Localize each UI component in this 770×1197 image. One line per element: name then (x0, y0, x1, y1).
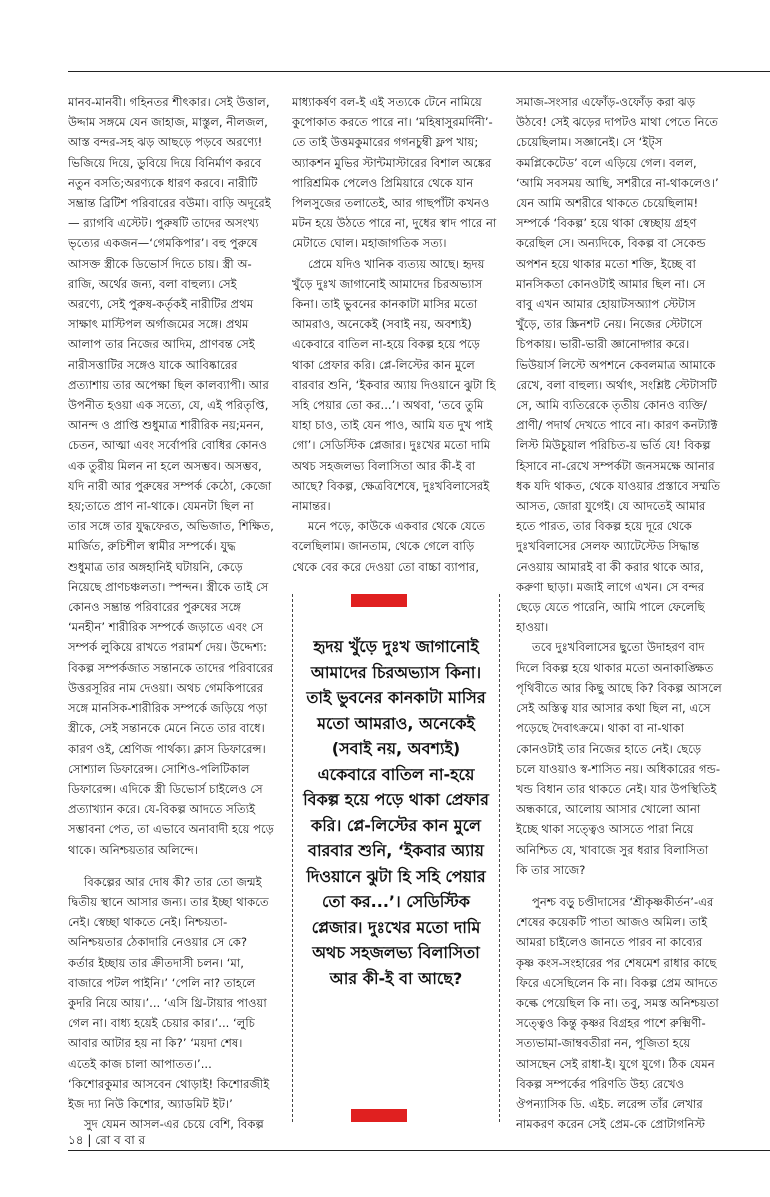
page-footer (68, 1132, 145, 1152)
paragraph: মাধ্যাকর্ষণ বল-ই এই সত্যকে টেনে নামিয়ে কুপোকাত করতে পারে না। ‘মহিষাসুরমর্দিনী’-তে তাই উত্তমকুমারের গগনচুম্বী ফ্লপ খায়; অ্যাকশন মুভির স্টান্টমাস্টারের বিশাল অঙ্কের পারিশ্রমিক পেলেও প্রিমিয়ারে থেকে যান পিলসুজের তলাতেই, আর গাছপাঁটা কখনও মটন হয়ে উঠতে পারে না, দুধের স্বাদ পারে না মেটাতে ঘোল। মহাজাগতিক সত্য। (292, 95, 497, 251)
publication-name: রো ব বা র (95, 1133, 146, 1147)
article-column-1 (68, 92, 274, 1132)
paragraph: সমাজ-সংসার এফোঁড়-ওফোঁড় করা ঝড় উঠবে! সেই ঝড়ের দাপটও মাথা পেতে নিতে চেয়েছিলাম। সজ্ঞানেই। সে ‘ইট্স কমপ্লিকেটেড’ বলে এড়িয়ে গেল। বলল, ‘আমি সবসময় আছি, সশরীরে না-থাকলেও।’ যেন আমি অশরীরে থাকতে চেয়েছিলাম! সম্পর্কে ‘বিকল্প’ হয়ে থাকা স্বেচ্ছায় গ্রহণ করেছিল সে। অন্যদিকে, বিকল্প বা সেকেন্ড অপশন হয়ে থাকার মতো শক্তি, ইচ্ছে বা মানসিকতা কোনওটাই আমার ছিল না। সে বাবু এখন আমার হোয়াটসঅ্যাপ স্টেটাস খুঁড়ে, তার স্ক্রিনশট নেয়। নিজের স্টেটাসে চিপকায়। ভারী-ভারী জ্ঞানোদ্গার করে। ভিউয়ার্স লিস্টে অপশনে কেবলমাত্র আমাকে রেখে, বলা বাহুল্য। অর্থাৎ, সংশ্লিষ্ট স্টেটাসটি সে, আমি ব্যতিরেকে তৃতীয় কোনও ব্যক্তি/ প্রাণী/ পদার্থ দেখতে পাবে না। কারণ কনট্যাক্ট লিস্ট মিউচুয়াল পরিচিত-য় ভর্তি যে! বিকল্প হিসাবে না-রেখে সম্পর্কটা জনসমক্ষে আনার ধক যদি থাকত, থেকে যাওয়ার প্রস্তাবে সম্মতি আসত, জোরা যুগেই। যে আদতেই আমার হতে পারত, তার বিকল্প হয়ে দূরে থেকে দুঃখবিলাসের সেলফ অ্যাটেস্টেড সিদ্ধান্ত নেওয়ায় আমারই বা কী করার থাকে আর, করুণা ছাড়া। মজাই লাগে এখন। সে বন্দর ছেড়ে যেতে পারেনি, আমি পালে ফেলেছি হাওয়া। (516, 95, 721, 635)
article-column-2 (292, 92, 498, 582)
page-number: ১৪ (68, 1133, 84, 1147)
paragraph: বিকল্পের আর দোষ কী? তার তো জন্মই দ্বিতীয় স্থানে আসার জন্য। তার ইচ্ছা থাকতে নেই। স্বেচ্ছা থাকতে নেই। নিশ্চয়তা-অনিশ্চয়তার ঠেকাদারি নেওয়ার সে কে? কর্তার ইচ্ছায় তার ক্রীতদাসী চলন। ‘মা, বাজারে পটল পাইনি।’ ‘পেলি না? তাহলে কুদরি নিয়ে আয়।’... ‘এসি থ্রি-টায়ার পাওয়া গেল না। বাধ্য হয়েই চেয়ার কার।’... ‘লুচি আবার আটার হয় না কি?’ ‘ময়দা শেষ। এতেই কাজ চালা আপাতত।’... ‘কিশোরকুমার আসবেন থোড়াই! কিশোরজীই ইজ দ্যা নিউ কিশোর, অ্যাডমিট ইট।’ (68, 874, 270, 1111)
article-column-3 (516, 92, 722, 1132)
paragraph: মনে পড়ে, কাউকে একবার থেকে যেতে বলেছিলাম। জানতাম, থেকে গেলে বাড়ি থেকে বের করে দেওয়া তো বাচ্চা ব্যাপার, (292, 519, 486, 574)
pull-quote-box (292, 594, 500, 1122)
paragraph: পুনশ্চ বড়ু চণ্ডীদাসের ‘শ্রীকৃষ্ণকীর্তন’-এর শেষের কয়েকটি পাতা আজও অমিল। তাই আমরা চাইলেও জানতে পারব না কাব্যের কৃষ্ণ কংস-সংহারের পর শেষমেশ রাধার কাছে ফিরে এসেছিলেন কি না। বিকল্প প্রেম আদতে কল্কে পেয়েছিল কি না। তবু, সমস্ত অনিশ্চয়তা সত্ত্বেও কিন্তু কৃষ্ণর বিগ্রহর পাশে রুক্মিণী-সত্যভামা-জাম্ববতীরা নন, পূজিতা হয়ে আসছেন সেই রাধা-ই। যুগে যুগে। ঠিক যেমন বিকল্প সম্পর্কের পরিণতি উহ্য রেখেও ঔপন্যাসিক ডি. এইচ. লরেন্স তাঁর লেখার নামকরণ করেন সেই প্রেম-কে প্রোটাগনিস্ট (516, 894, 719, 1132)
header-rule (68, 71, 770, 72)
pull-quote-bottom-bar (351, 1109, 407, 1122)
paragraph: তবে দুঃখবিলাসের ছুতো উদাহরণ বাদ দিলে বিকল্প হয়ে থাকার মতো অনাকাঙ্ক্ষিত পৃথিবীতে আর কিছু আছে কি? বিকল্প আসলে সেই অস্তিত্ব যার আসার কথা ছিল না, এসে পড়েছে দৈবাৎক্রমে। থাকা বা না-থাকা কোনওটাই তার নিজের হাতে নেই। ছেড়ে চলে যাওয়াও স্ব-শাসিত নয়। অধিকারের গন্ড-খন্ড বিধান তার থাকতে নেই। যার উপস্থিতিই অন্ধকারে, আলোয় আসার খোলো আনা ইচ্ছে থাকা সত্ত্বেও আসতে পারা নিয়ে অনিশ্চিত যে, খাবাজে সুর ধরার বিলাসিতা কি তার সাজে? (516, 640, 722, 877)
paragraph: প্রেমে যদিও খানিক ব্যত্যয় আছে। হৃদয় খুঁড়ে দুঃখ জাগানোই আমাদের চিরঅভ্যাস কিনা। তাই ভুবনের কানকাটা মাসির মতো আমরাও, অনেকেই (সবাই নয়, অবশ্যই) একেবারে বাতিল না-হয়ে বিকল্প হয়ে পড়ে থাকা প্রেফার করি। প্লে-লিস্টের কান মুলে বারবার শুনি, ‘ইকবার অ্যায় দিওয়ানে ঝুটা হি সহি পেয়ার তো কর...’। অথবা, ‘তবে তুমি যাহা চাও, তাই যেন পাও, আমি যত দুখ পাই গো’। সেডিস্টিক প্লেজার। দুঃখের মতো দামি অথচ সহজলভ্য বিলাসিতা আর কী-ই বা আছে? বিকল্প, ক্ষেত্রবিশেষে, দুঃখবিলাসেরই নামান্তর। (292, 256, 496, 514)
footer-separator: | (87, 1133, 92, 1147)
footer-rule (68, 1150, 770, 1151)
paragraph: মানব-মানবী। গহিনতর শীৎকার। সেই উত্তাল, উদ্দাম সঙ্গমে যেন জাহাজ, মাস্তুল, নীলজল, আস্ত বন্দর-সহ ঝড় আছড়ে পড়বে অরণ্যে! ভিজিয়ে দিয়ে, ডুবিয়ে দিয়ে বিনির্মাণ করবে নতুন বসতি;অরণ্যকে ধারণ করবে। নারীটি সম্ভ্রান্ত ব্রিটিশ পরিবারের বউমা। বাড়ি অদূরেই— র‍্যাগবি এস্টেট। পুরুষটি তাদের অসংখ্য ভৃত্যের একজন—‘গেমকিপার’। বহু পুরুষে আসক্ত স্ত্রীকে ডিভোর্স দিতে চায়। স্ত্রী অ-রাজি, অর্থের জন্য, বলা বাহুল্য। সেই অরণ্যে, সেই পুরুষ-কর্তৃকই নারীটির প্রথম সাক্ষাৎ মাস্টিপল অর্গাজমের সঙ্গে। প্রথম আলাপ তার নিজের আদিম, প্রাণবন্ত সেই নারীসত্তাটির সঙ্গেও যাকে আবিষ্কারের প্রত্যাশায় তার অপেক্ষা ছিল কালব্যাপী। আর উপনীত হওয়া এক সত্যে, যে, এই পরিতৃপ্তি, আনন্দ ও প্রাপ্তি শুধুমাত্র শারীরিক নয়;মনন, চেতন, আত্মা এবং সর্বোপরি বোধির কোনও এক তুরীয় মিলন না হলে অসম্ভব। অসম্ভব, যদি নারী আর পুরুষের সম্পর্ক কেঠো, কেজো হয়;তাতে প্রাণ না-থাকে। যেমনটা ছিল না তার সঙ্গে তার যুদ্ধফেরত, অভিজাত, শিক্ষিত, মার্জিত, রুচিশীল স্বামীর সম্পর্কে। যুদ্ধ শুধুমাত্র তার অঙ্গহানিই ঘটায়নি, কেড়ে নিয়েছে প্রাণচঞ্চলতা। স্পন্দন। স্ত্রীকে তাই সে কোনও সম্ভ্রান্ত পরিবারের পুরুষের সঙ্গে ‘মনহীন’ শারীরিক সম্পর্কে জড়াতে এবং সে সম্পর্ক লুকিয়ে রাখতে পরামর্শ দেয়। উদ্দেশ্য: বিকল্প সম্পর্কজাত সন্তানকে তাদের পরিবারের উত্তরসূরির নাম দেওয়া। অথচ গেমকিপারের সঙ্গে মানসিক-শারীরিক সম্পর্কে জড়িয়ে পড়া স্ত্রীকে, সেই সন্তানকে মেনে নিতে তার বাধে। কারণ ওই, শ্রেণিজ পার্থক্য। ক্লাস ডিফারেন্স। সোশ্যাল ডিফারেন্স। সোশিও-পলিটিকাল ডিফারেন্স। এদিকে স্ত্রী ডিভোর্স চাইলেও সে প্রত্যাখ্যান করে। যে-বিকল্প আদতে সত্যিই সম্ভাবনা পেত, তা এভাবে অনাবাদী হয়ে পড়ে থাকে। অনিশ্চয়তার অলিন্দে। (68, 95, 274, 857)
paragraph: সুদ যেমন আসল-এর চেয়ে বেশি, বিকল্প (84, 1117, 264, 1132)
pull-quote-top-bar (351, 594, 407, 607)
pull-quote-text: হৃদয় খুঁড়ে দুঃখ জাগানোই আমাদের চিরঅভ্যাস কিনা। তাই ভুবনের কানকাটা মাসির মতো আমরাও, অনেকেই (সবাই নয়, অবশ্যই) একেবারে বাতিল না-হয়ে বিকল্প হয়ে পড়ে থাকা প্রেফার করি। প্লে-লিস্টের কান মুলে বারবার শুনি, ‘ইকবার অ্যায় দিওয়ানে ঝুটা হি সহি পেয়ার তো কর...’। সেডিস্টিক প্লেজার। দুঃখের মতো দামি অথচ সহজলভ্য বিলাসিতা আর কী-ই বা আছে? (303, 637, 489, 988)
